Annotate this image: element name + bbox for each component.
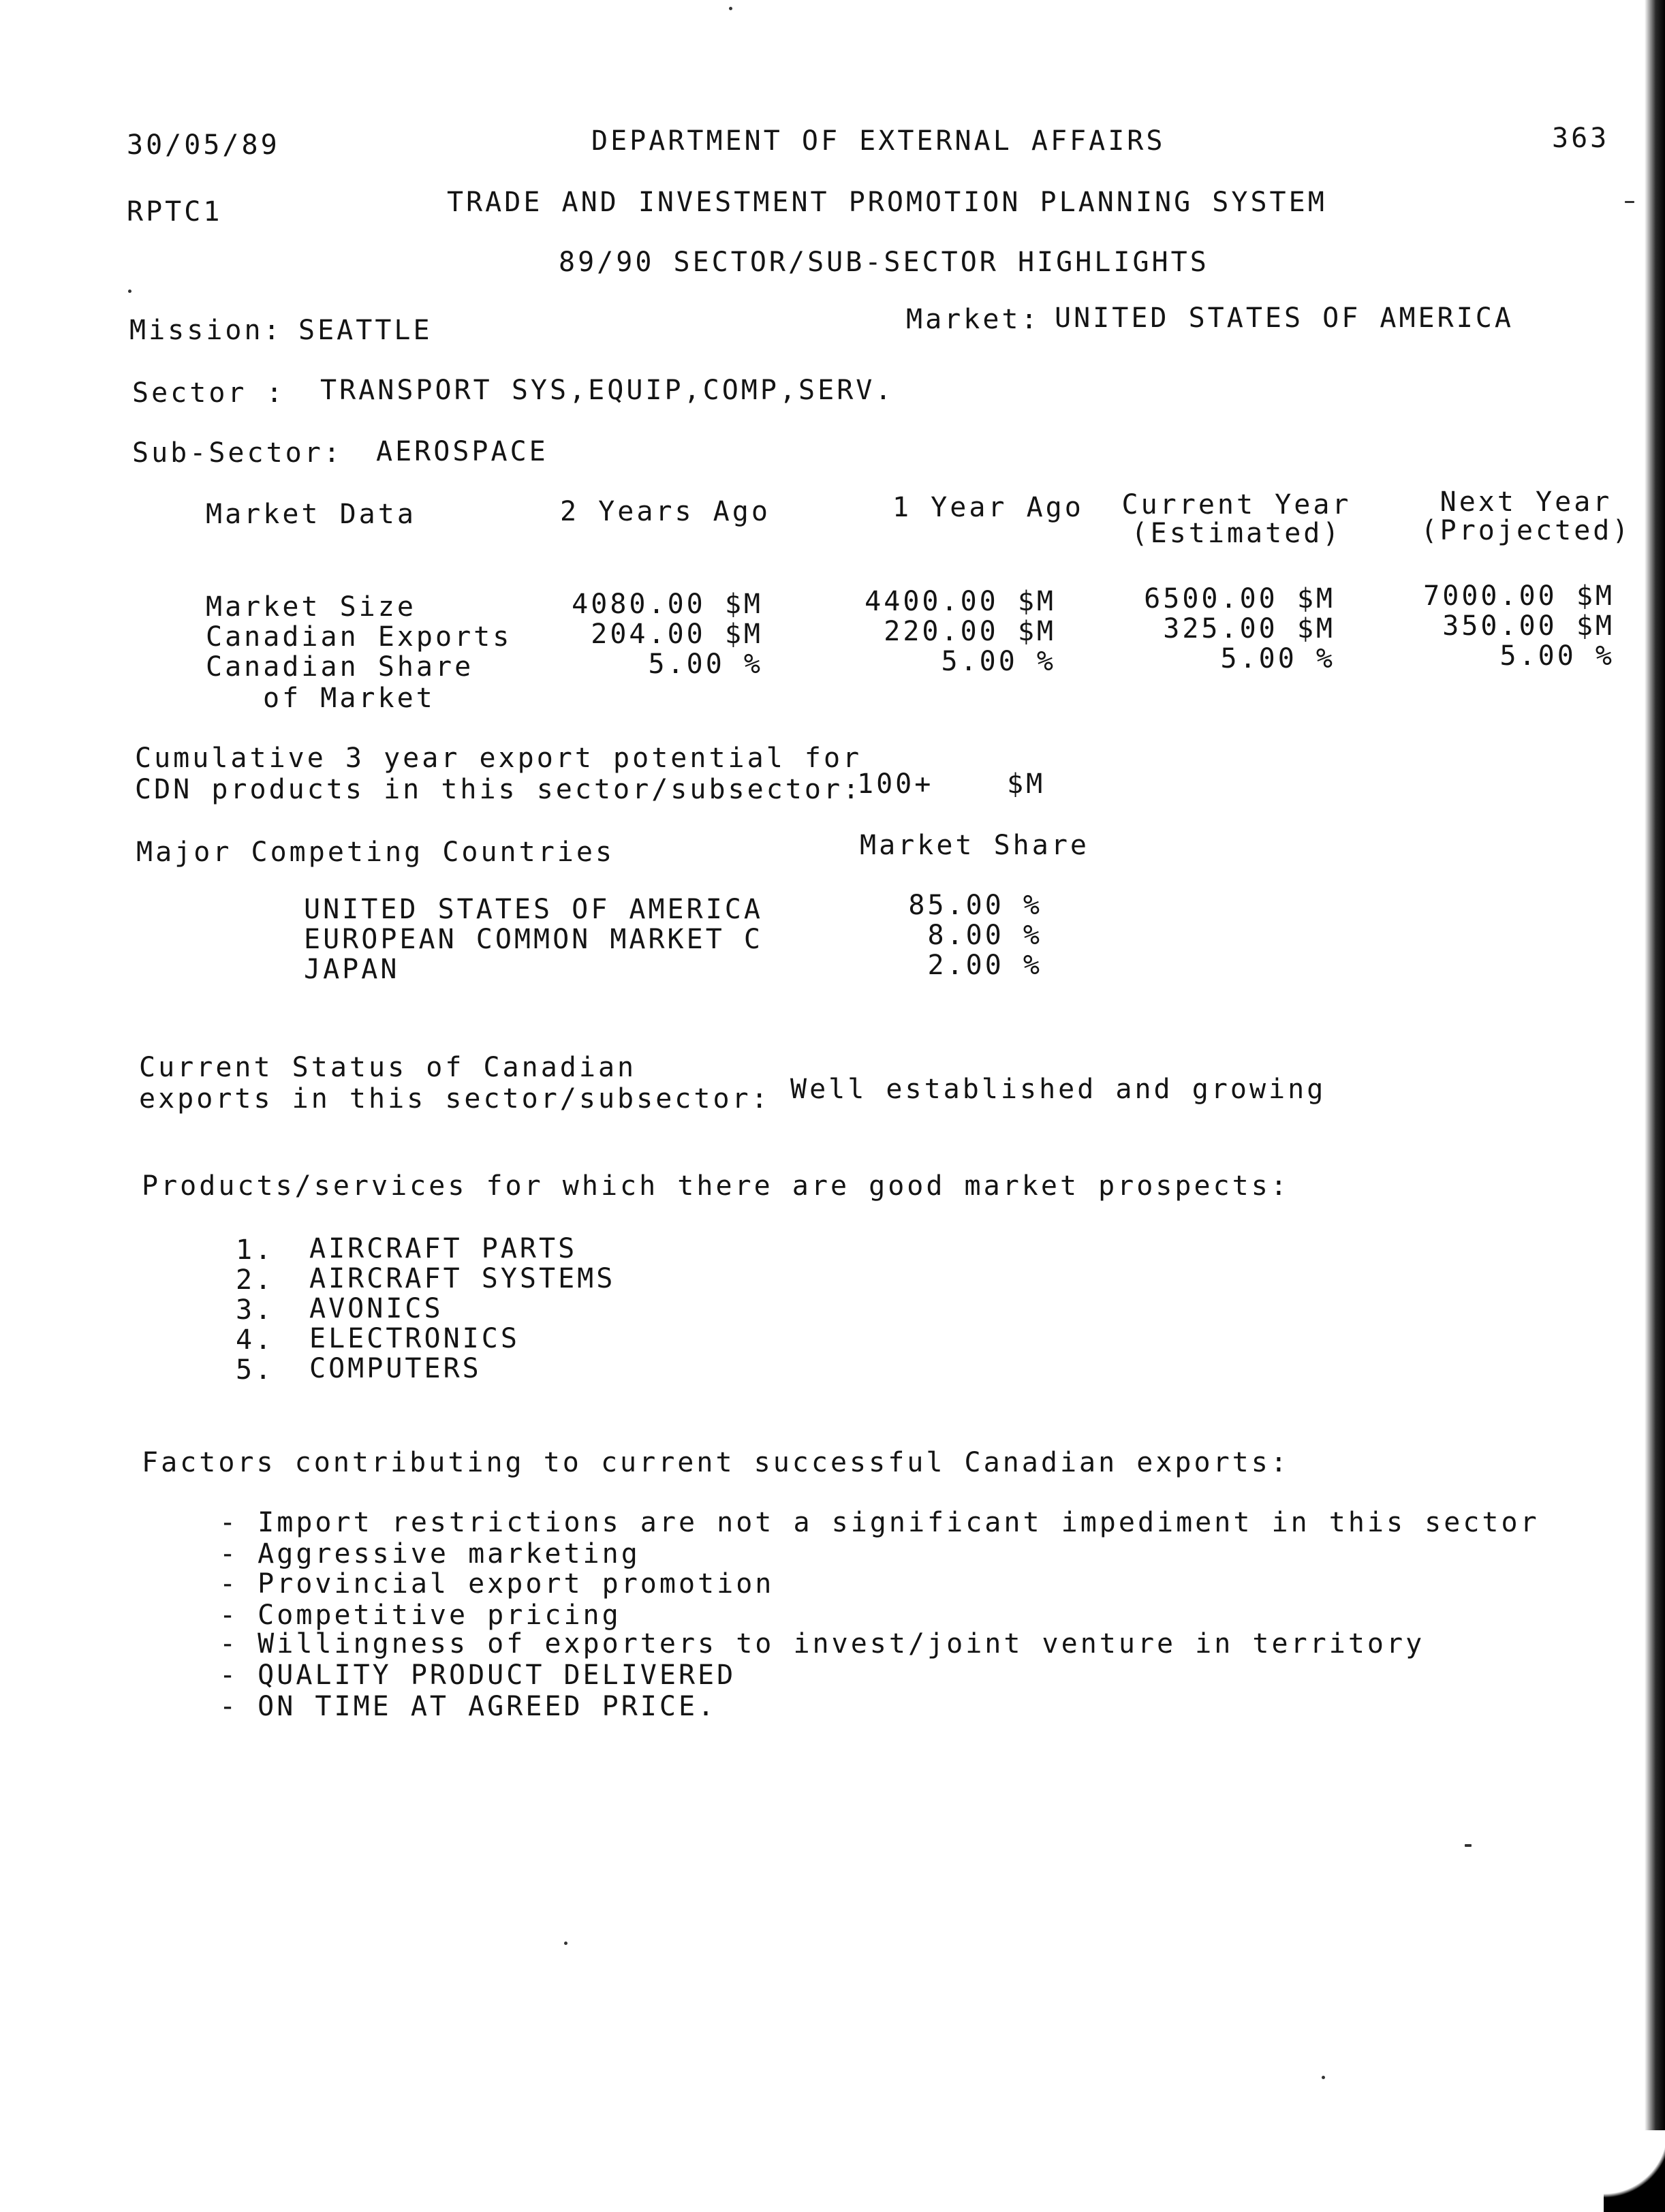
- list-item: - Competitive pricing: [219, 1600, 621, 1631]
- item-text: COMPUTERS: [309, 1353, 482, 1384]
- item-number: 3.: [236, 1294, 275, 1326]
- cell-next-year: 5.00 %: [1499, 640, 1615, 672]
- row-label: Canadian Exports: [206, 621, 512, 653]
- cell-2-years-ago: 204.00 $M: [591, 619, 763, 650]
- products-header: Products/services for which there are good market prospects:: [142, 1170, 1290, 1202]
- competitor-share: 8.00 %: [927, 920, 1042, 951]
- cell-1-year-ago: 4400.00 $M: [865, 586, 1056, 617]
- cell-1-year-ago: 5.00 %: [941, 646, 1056, 677]
- cumulative-value: 100+: [857, 768, 934, 800]
- speck: [128, 290, 131, 293]
- cumulative-line-2: CDN products in this sector/subsector:: [135, 774, 862, 805]
- column-header-estimated: (Estimated): [1131, 518, 1342, 549]
- cell-2-years-ago: 4080.00 $M: [572, 589, 763, 620]
- item-number: 4.: [236, 1324, 275, 1356]
- column-header-current-year: Current Year: [1121, 489, 1352, 520]
- page-curl: [1604, 2130, 1665, 2212]
- cell-next-year: 350.00 $M: [1442, 610, 1615, 642]
- competitor-country: EUROPEAN COMMON MARKET C: [304, 924, 763, 955]
- list-item: - QUALITY PRODUCT DELIVERED: [219, 1660, 736, 1691]
- row-label: Market Size: [206, 591, 416, 623]
- mission-label: Mission:: [129, 315, 283, 346]
- speck: [1625, 201, 1634, 203]
- speck: [1465, 1844, 1472, 1847]
- item-number: 2.: [236, 1264, 275, 1296]
- competitor-share: 2.00 %: [927, 950, 1042, 981]
- column-header-next-year: Next Year: [1440, 486, 1613, 518]
- competitor-country: JAPAN: [304, 954, 400, 985]
- cell-current-year: 6500.00 $M: [1144, 583, 1335, 614]
- competitors-header: Major Competing Countries: [136, 837, 615, 868]
- page-edge-shadow: [1645, 0, 1665, 2212]
- cell-1-year-ago: 220.00 $M: [884, 616, 1056, 647]
- cell-current-year: 5.00 %: [1220, 643, 1335, 674]
- sub-sector-label: Sub-Sector:: [132, 437, 343, 469]
- list-item: - ON TIME AT AGREED PRICE.: [219, 1691, 717, 1722]
- sector-label: Sector :: [132, 377, 285, 409]
- item-number: 1.: [236, 1234, 275, 1266]
- row-label-continued: of Market: [263, 683, 435, 714]
- row-label: Canadian Share: [206, 651, 474, 683]
- factors-header: Factors contributing to current successful Canadian exports:: [142, 1447, 1290, 1478]
- department-title: DEPARTMENT OF EXTERNAL AFFAIRS: [591, 125, 1166, 157]
- status-line-2: exports in this sector/subsector:: [139, 1083, 771, 1115]
- item-text: AIRCRAFT PARTS: [309, 1233, 578, 1264]
- speck: [729, 7, 732, 10]
- market-share-header: Market Share: [860, 830, 1089, 861]
- system-title: TRADE AND INVESTMENT PROMOTION PLANNING SYSTEM: [447, 187, 1327, 218]
- list-item: - Provincial export promotion: [219, 1568, 775, 1600]
- column-header-1-year-ago: 1 Year Ago: [892, 492, 1084, 523]
- speck: [564, 1942, 567, 1945]
- item-text: ELECTRONICS: [309, 1323, 520, 1354]
- status-line-1: Current Status of Canadian: [139, 1052, 637, 1083]
- competitor-share: 85.00 %: [908, 890, 1042, 921]
- market-label: Market:: [906, 304, 1040, 335]
- mission-value: SEATTLE: [298, 315, 433, 346]
- list-item: - Import restrictions are not a significant impediment in this sector: [219, 1507, 1540, 1538]
- sub-sector-value: AEROSPACE: [376, 436, 548, 467]
- list-item: - Aggressive marketing: [219, 1538, 640, 1570]
- cell-current-year: 325.00 $M: [1163, 613, 1335, 644]
- competitor-country: UNITED STATES OF AMERICA: [304, 894, 763, 925]
- item-text: AVONICS: [309, 1293, 444, 1324]
- report-code: RPTC1: [127, 196, 223, 228]
- column-header-projected: (Projected): [1420, 515, 1632, 546]
- report-title: 89/90 SECTOR/SUB-SECTOR HIGHLIGHTS: [559, 247, 1209, 278]
- sector-value: TRANSPORT SYS,EQUIP,COMP,SERV.: [320, 375, 894, 406]
- list-item: - Willingness of exporters to invest/joint venture in territory: [219, 1628, 1425, 1660]
- item-number: 5.: [236, 1354, 275, 1386]
- cell-2-years-ago: 5.00 %: [648, 649, 763, 680]
- column-header-market-data: Market Data: [206, 499, 416, 530]
- column-header-2-years-ago: 2 Years Ago: [560, 496, 771, 527]
- item-text: AIRCRAFT SYSTEMS: [309, 1263, 616, 1294]
- report-date: 30/05/89: [127, 129, 280, 161]
- page-number: 363: [1552, 123, 1610, 154]
- cell-next-year: 7000.00 $M: [1423, 580, 1615, 612]
- speck: [1322, 2076, 1325, 2079]
- cumulative-unit: $M: [1007, 768, 1046, 800]
- status-value: Well established and growing: [790, 1074, 1326, 1105]
- cumulative-line-1: Cumulative 3 year export potential for: [135, 743, 862, 774]
- market-value: UNITED STATES OF AMERICA: [1055, 302, 1514, 334]
